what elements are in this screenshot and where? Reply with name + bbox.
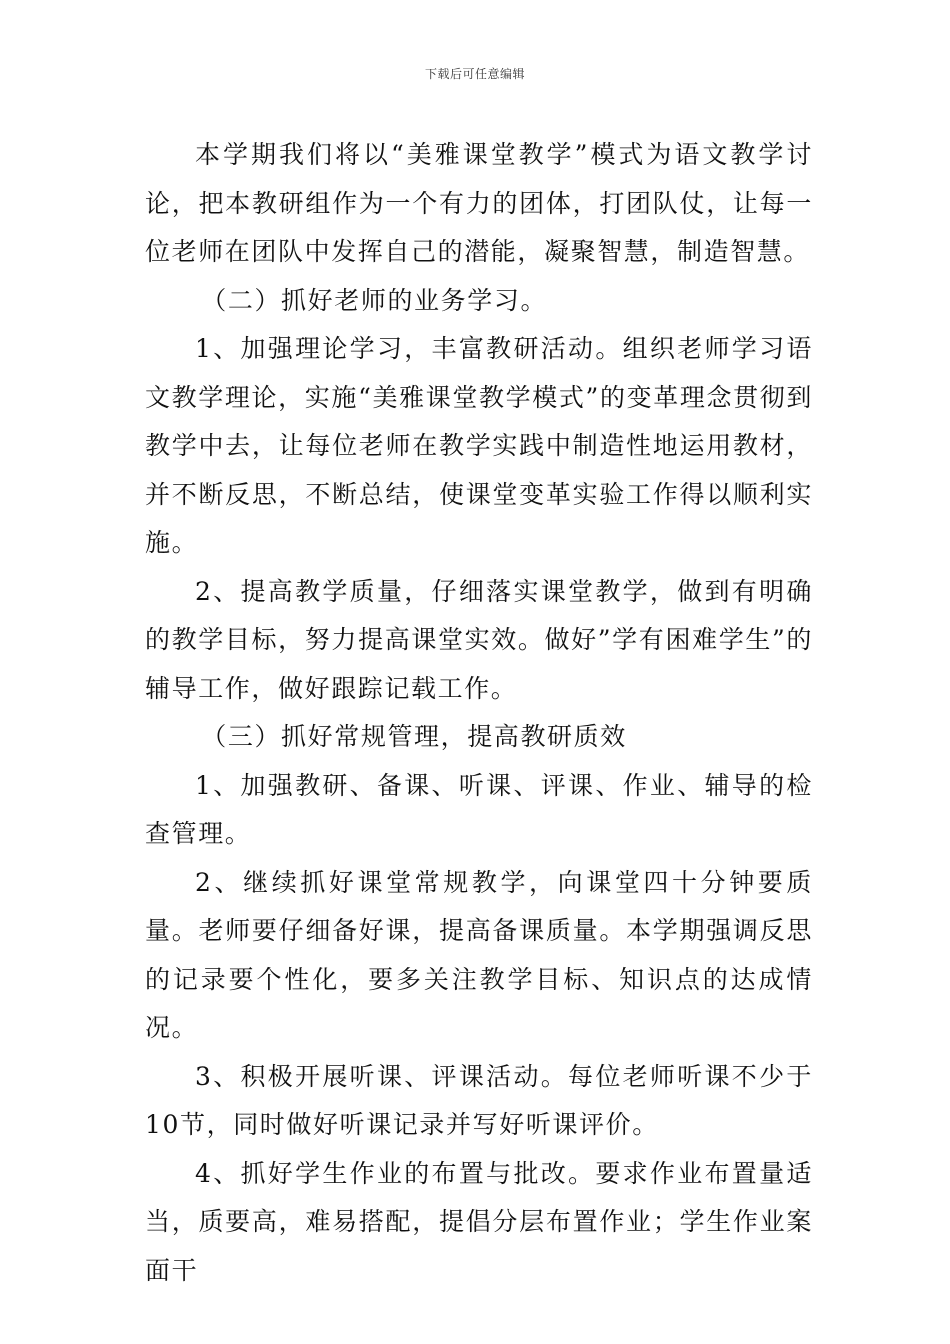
paragraph-2-2: 2、提高教学质量，仔细落实课堂教学，做到有明确的教学目标，努力提高课堂实效。做好”学有困难学生”的辅导工作，做好跟踪记载工作。 bbox=[145, 576, 813, 703]
paragraph-2-1: 1、加强理论学习，丰富教研活动。组织老师学习语文教学理论，实施“美雅课堂教学模式”的变革理念贯彻到教学中去，让每位老师在教学实践中制造性地运用教材，并不断反思，不断总结，使课堂变革实验工作得以顺利实施。 bbox=[145, 334, 813, 557]
paragraph-3-3: 3、积极开展听课、评课活动。每位老师听课不少于10节，同时做好听课记录并写好听课评价。 bbox=[145, 1061, 813, 1139]
section-heading-2: （二）抓好老师的业务学习。 bbox=[201, 285, 548, 315]
paragraph-intro: 本学期我们将以“美雅课堂教学”模式为语文教学讨论，把本教研组作为一个有力的团体，打团队仗，让每一位老师在团队中发挥自己的潜能，凝聚智慧，制造智慧。 bbox=[145, 140, 813, 266]
page-header-note: 下载后可任意编辑 bbox=[424, 67, 525, 81]
paragraph-3-4: 4、抓好学生作业的布置与批改。要求作业布置量适当，质要高，难易搭配，提倡分层布置作业；学生作业案面干 bbox=[145, 1158, 813, 1285]
paragraph-3-1: 1、加强教研、备课、听课、评课、作业、辅导的检查管理。 bbox=[145, 770, 813, 848]
paragraph-3-2: 2、继续抓好课堂常规教学，向课堂四十分钟要质量。老师要仔细备好课，提高备课质量。本学期强调反思的记录要个性化，要多关注教学目标、知识点的达成情况。 bbox=[145, 867, 813, 1042]
document-body bbox=[145, 131, 813, 1295]
section-heading-3: （三）抓好常规管理，提高教研质效 bbox=[201, 722, 627, 751]
